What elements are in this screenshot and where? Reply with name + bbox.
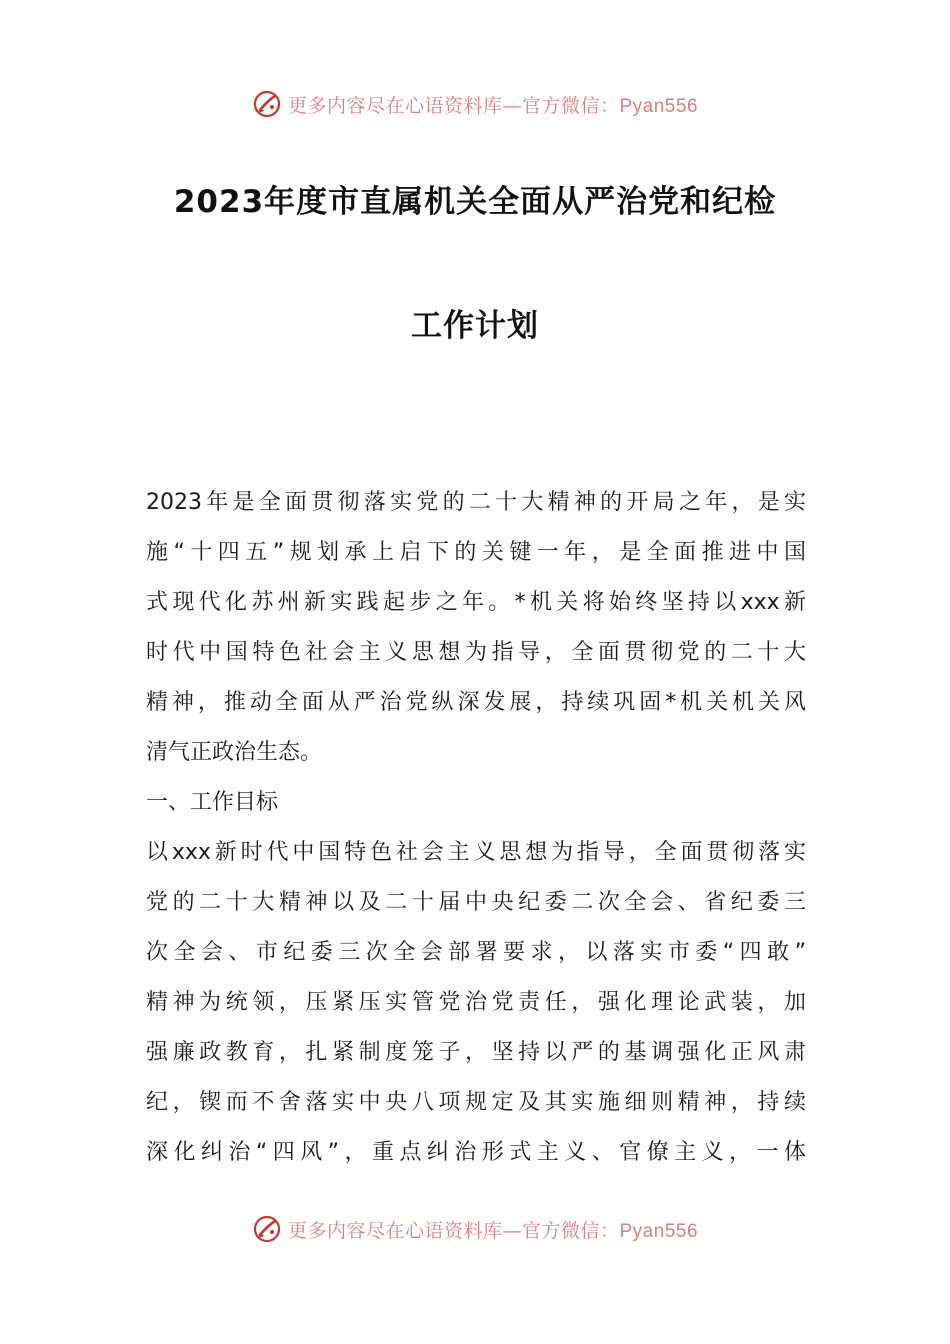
document-title-line-1: 2023年度市直属机关全面从严治党和纪检: [173, 184, 777, 220]
paragraph-intro: [146, 478, 806, 778]
brush-logo-icon: [252, 1214, 282, 1244]
text-line: 党的二十大精神以及二十届中央纪委二次全会、省纪委三: [146, 890, 806, 915]
text-line: 精神，推动全面从严治党纵深发展，持续巩固*机关机关风: [146, 690, 806, 715]
text-line: 施“十四五”规划承上启下的关键一年，是全面推进中国: [146, 540, 806, 565]
paragraph-goals: [146, 828, 806, 1178]
text-line: 2023年是全面贯彻落实党的二十大精神的开局之年，是实: [146, 490, 806, 515]
text-line: 精神为统领，压紧压实管党治党责任，强化理论武装，加: [146, 990, 806, 1015]
header-watermark: [0, 84, 950, 124]
text-line: 时代中国特色社会主义思想为指导，全面贯彻党的二十大: [146, 640, 806, 665]
text-line: 清气正政治生态。: [146, 740, 323, 765]
footer-watermark: [0, 1209, 950, 1249]
text-line: 纪，锲而不舍落实中央八项规定及其实施细则精神，持续: [146, 1090, 806, 1115]
section-heading: [146, 778, 806, 828]
text-line: 次全会、市纪委三次全会部署要求，以落实市委“四敢”: [146, 940, 806, 965]
text-line: 以xxx新时代中国特色社会主义思想为指导，全面贯彻落实: [146, 840, 806, 865]
brush-logo-icon: [252, 89, 282, 119]
watermark-wechat-id: Pyan556: [619, 1220, 699, 1242]
heading-work-goals: 一、工作目标: [146, 790, 279, 815]
watermark-label: 更多内容尽在心语资料库—官方微信：: [287, 1219, 620, 1242]
watermark-text: [288, 1216, 698, 1243]
text-line: 强廉政教育，扎紧制度笼子，坚持以严的基调强化正风肃: [146, 1040, 806, 1065]
text-line: 式现代化苏州新实践起步之年。*机关将始终坚持以xxx新: [146, 590, 806, 615]
watermark-wechat-id: Pyan556: [619, 95, 699, 117]
document-title-line-2: 工作计划: [411, 308, 539, 344]
document-body: [146, 478, 806, 1178]
text-line: 深化纠治“四风”，重点纠治形式主义、官僚主义，一体: [146, 1140, 806, 1165]
watermark-text: [288, 91, 698, 118]
watermark-label: 更多内容尽在心语资料库—官方微信：: [287, 94, 620, 117]
